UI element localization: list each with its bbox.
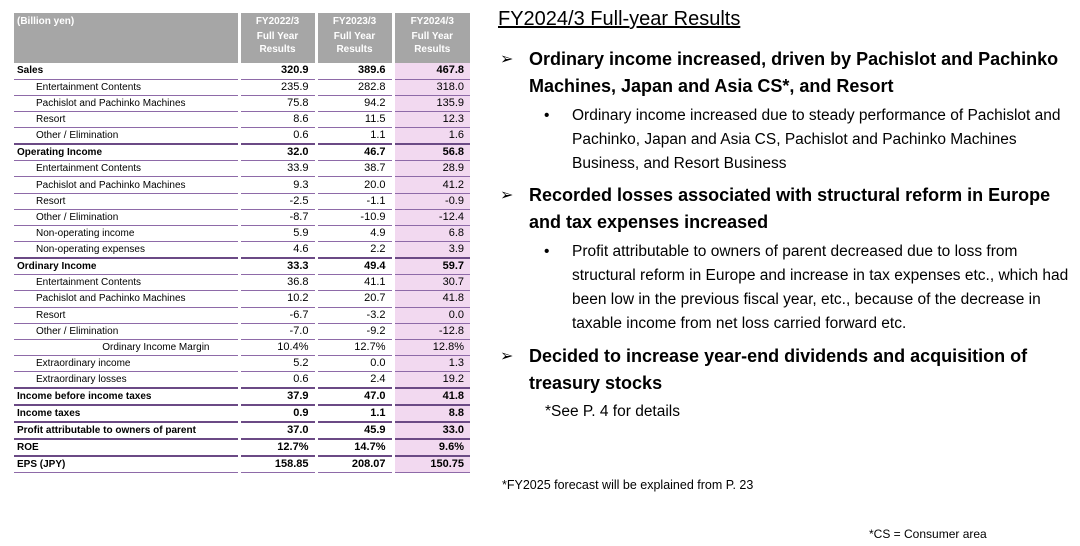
row-value-fy2024-3: 12.3: [393, 112, 470, 128]
row-label: Resort: [14, 193, 239, 209]
table-row: [14, 291, 470, 307]
row-value-fy2024-3: 41.2: [393, 177, 470, 193]
row-label: Ordinary Income: [14, 258, 239, 275]
summary-point-detail: Ordinary income increased due to steady performance of Pachislot and Pachinko, Japan and Asia CS, Pachislot and Pachinko Machines Business, and Resort Business: [572, 107, 1061, 172]
row-label: Entertainment Contents: [14, 275, 239, 291]
row-value-fy2023-3: -9.2: [316, 323, 393, 339]
row-label: Extraordinary income: [14, 356, 239, 372]
row-value-fy2023-3: 20.0: [316, 177, 393, 193]
table-row: [14, 275, 470, 291]
see-details-note: *See P. 4 for details: [545, 403, 680, 420]
financial-results-table: [14, 13, 470, 473]
row-value-fy2023-3: 12.7%: [316, 339, 393, 355]
row-value-fy2022-3: -2.5: [239, 193, 316, 209]
row-value-fy2022-3: -8.7: [239, 209, 316, 225]
row-value-fy2024-3: 6.8: [393, 226, 470, 242]
arrow-bullet-icon: ➢: [500, 51, 514, 68]
row-value-fy2023-3: 11.5: [316, 112, 393, 128]
arrow-bullet-icon: ➢: [500, 187, 514, 204]
row-value-fy2023-3: -10.9: [316, 209, 393, 225]
row-value-fy2024-3: 28.9: [393, 161, 470, 177]
row-value-fy2022-3: 320.9: [239, 63, 316, 79]
row-value-fy2023-3: 41.1: [316, 275, 393, 291]
row-value-fy2022-3: 33.9: [239, 161, 316, 177]
row-value-fy2022-3: 37.0: [239, 422, 316, 439]
table-row: [14, 456, 470, 473]
row-value-fy2023-3: 45.9: [316, 422, 393, 439]
row-value-fy2024-3: -12.4: [393, 209, 470, 225]
table-row: [14, 63, 470, 79]
column-subtitle: Full Year Results: [411, 31, 453, 55]
table-row: [14, 307, 470, 323]
column-header-fy2024: [393, 13, 470, 63]
summary-heading: FY2024/3 Full-year Results: [498, 8, 741, 30]
summary-point-2-detail: [544, 240, 1074, 336]
column-year: FY2022/3: [255, 16, 300, 27]
row-label: Pachislot and Pachinko Machines: [14, 177, 239, 193]
row-value-fy2023-3: 46.7: [316, 144, 393, 161]
row-value-fy2022-3: 37.9: [239, 388, 316, 405]
row-label: Income taxes: [14, 405, 239, 422]
column-subtitle: Full Year Results: [333, 31, 376, 55]
row-value-fy2023-3: 14.7%: [316, 439, 393, 456]
summary-point-title: Decided to increase year-end dividends and acquisition of treasury stocks: [529, 346, 1028, 393]
row-value-fy2023-3: -1.1: [316, 193, 393, 209]
summary-point-title: Recorded losses associated with structural reform in Europe and tax expenses increased: [529, 185, 1051, 232]
forecast-note: *FY2025 forecast will be explained from P. 23: [502, 478, 754, 492]
column-year: FY2023/3: [332, 16, 377, 27]
table-row: [14, 128, 470, 145]
arrow-bullet-icon: ➢: [500, 348, 514, 365]
summary-point-2: [500, 182, 1070, 236]
row-value-fy2022-3: 4.6: [239, 242, 316, 259]
summary-point-1-detail: [544, 104, 1074, 176]
row-value-fy2023-3: 20.7: [316, 291, 393, 307]
table-row: [14, 242, 470, 259]
row-value-fy2022-3: -7.0: [239, 323, 316, 339]
row-value-fy2024-3: 150.75: [393, 456, 470, 473]
row-value-fy2023-3: 0.0: [316, 356, 393, 372]
row-value-fy2022-3: 158.85: [239, 456, 316, 473]
table-row: [14, 193, 470, 209]
dot-bullet-icon: •: [544, 107, 550, 124]
column-subtitle: Full Year Results: [256, 31, 299, 55]
column-header-fy2022: [239, 13, 316, 63]
row-value-fy2024-3: 41.8: [393, 388, 470, 405]
row-value-fy2023-3: 47.0: [316, 388, 393, 405]
row-label: Other / Elimination: [14, 209, 239, 225]
row-value-fy2022-3: 5.2: [239, 356, 316, 372]
row-value-fy2024-3: 33.0: [393, 422, 470, 439]
row-value-fy2022-3: 36.8: [239, 275, 316, 291]
table-body: [14, 63, 470, 473]
row-value-fy2022-3: 0.6: [239, 128, 316, 145]
row-label: Entertainment Contents: [14, 161, 239, 177]
table-row: [14, 112, 470, 128]
row-value-fy2024-3: 12.8%: [393, 339, 470, 355]
row-value-fy2024-3: 41.8: [393, 291, 470, 307]
table-row: [14, 405, 470, 422]
row-label: Entertainment Contents: [14, 79, 239, 95]
row-value-fy2024-3: 1.6: [393, 128, 470, 145]
row-value-fy2023-3: 38.7: [316, 161, 393, 177]
row-value-fy2024-3: 467.8: [393, 63, 470, 79]
row-label: Sales: [14, 63, 239, 79]
row-value-fy2022-3: 33.3: [239, 258, 316, 275]
row-label: Resort: [14, 112, 239, 128]
row-label: Income before income taxes: [14, 388, 239, 405]
column-year: FY2024/3: [410, 16, 454, 27]
summary-point-3: [500, 343, 1070, 397]
row-value-fy2022-3: 8.6: [239, 112, 316, 128]
row-value-fy2024-3: 8.8: [393, 405, 470, 422]
row-value-fy2023-3: 1.1: [316, 405, 393, 422]
row-label: Extraordinary losses: [14, 372, 239, 389]
cs-footnote: *CS = Consumer area: [869, 527, 987, 541]
row-value-fy2022-3: 0.6: [239, 372, 316, 389]
table-row: [14, 209, 470, 225]
row-value-fy2023-3: 2.4: [316, 372, 393, 389]
row-label: Non-operating income: [14, 226, 239, 242]
table-row: [14, 439, 470, 456]
row-value-fy2024-3: 0.0: [393, 307, 470, 323]
row-label: Ordinary Income Margin: [14, 339, 239, 355]
row-value-fy2024-3: 19.2: [393, 372, 470, 389]
row-value-fy2022-3: 75.8: [239, 95, 316, 111]
row-label: Pachislot and Pachinko Machines: [14, 291, 239, 307]
table-row: [14, 144, 470, 161]
table-row: [14, 422, 470, 439]
table-row: [14, 323, 470, 339]
table-row: [14, 79, 470, 95]
table-row: [14, 258, 470, 275]
row-label: Operating Income: [14, 144, 239, 161]
table-row: [14, 339, 470, 355]
summary-point-1: [500, 46, 1070, 100]
row-value-fy2023-3: 1.1: [316, 128, 393, 145]
row-value-fy2024-3: 9.6%: [393, 439, 470, 456]
row-label: Pachislot and Pachinko Machines: [14, 95, 239, 111]
row-value-fy2023-3: -3.2: [316, 307, 393, 323]
table-row: [14, 372, 470, 389]
row-value-fy2024-3: 1.3: [393, 356, 470, 372]
row-value-fy2024-3: 30.7: [393, 275, 470, 291]
row-value-fy2022-3: 10.2: [239, 291, 316, 307]
row-value-fy2022-3: 12.7%: [239, 439, 316, 456]
column-header-fy2023: [316, 13, 393, 63]
row-label: EPS (JPY): [14, 456, 239, 473]
row-label: ROE: [14, 439, 239, 456]
table-row: [14, 356, 470, 372]
row-value-fy2023-3: 389.6: [316, 63, 393, 79]
row-label: Other / Elimination: [14, 128, 239, 145]
row-value-fy2022-3: 0.9: [239, 405, 316, 422]
row-value-fy2022-3: 235.9: [239, 79, 316, 95]
dot-bullet-icon: •: [544, 243, 550, 260]
row-value-fy2024-3: 59.7: [393, 258, 470, 275]
row-value-fy2023-3: 94.2: [316, 95, 393, 111]
row-label: Non-operating expenses: [14, 242, 239, 259]
row-value-fy2024-3: 135.9: [393, 95, 470, 111]
row-value-fy2022-3: 9.3: [239, 177, 316, 193]
table-header-row: [14, 13, 470, 63]
row-value-fy2022-3: 32.0: [239, 144, 316, 161]
row-value-fy2023-3: 208.07: [316, 456, 393, 473]
row-value-fy2022-3: -6.7: [239, 307, 316, 323]
unit-label: (Billion yen): [14, 13, 239, 63]
row-value-fy2023-3: 49.4: [316, 258, 393, 275]
table-row: [14, 388, 470, 405]
row-label: Other / Elimination: [14, 323, 239, 339]
row-value-fy2024-3: -12.8: [393, 323, 470, 339]
row-value-fy2023-3: 4.9: [316, 226, 393, 242]
summary-point-title: Ordinary income increased, driven by Pachislot and Pachinko Machines, Japan and Asia CS*, and Resort: [529, 49, 1059, 96]
table-row: [14, 226, 470, 242]
row-value-fy2023-3: 2.2: [316, 242, 393, 259]
row-label: Resort: [14, 307, 239, 323]
row-value-fy2024-3: -0.9: [393, 193, 470, 209]
summary-point-detail: Profit attributable to owners of parent decreased due to loss from structural reform in Europe and increase in tax expenses etc., which had been low in the previous fiscal year, etc., because of the decrease in taxable income from net loss carried forward etc.: [572, 243, 1069, 332]
row-label: Profit attributable to owners of parent: [14, 422, 239, 439]
row-value-fy2022-3: 10.4%: [239, 339, 316, 355]
row-value-fy2024-3: 318.0: [393, 79, 470, 95]
table-row: [14, 95, 470, 111]
row-value-fy2024-3: 3.9: [393, 242, 470, 259]
row-value-fy2022-3: 5.9: [239, 226, 316, 242]
row-value-fy2024-3: 56.8: [393, 144, 470, 161]
table-row: [14, 177, 470, 193]
table-row: [14, 161, 470, 177]
row-value-fy2023-3: 282.8: [316, 79, 393, 95]
